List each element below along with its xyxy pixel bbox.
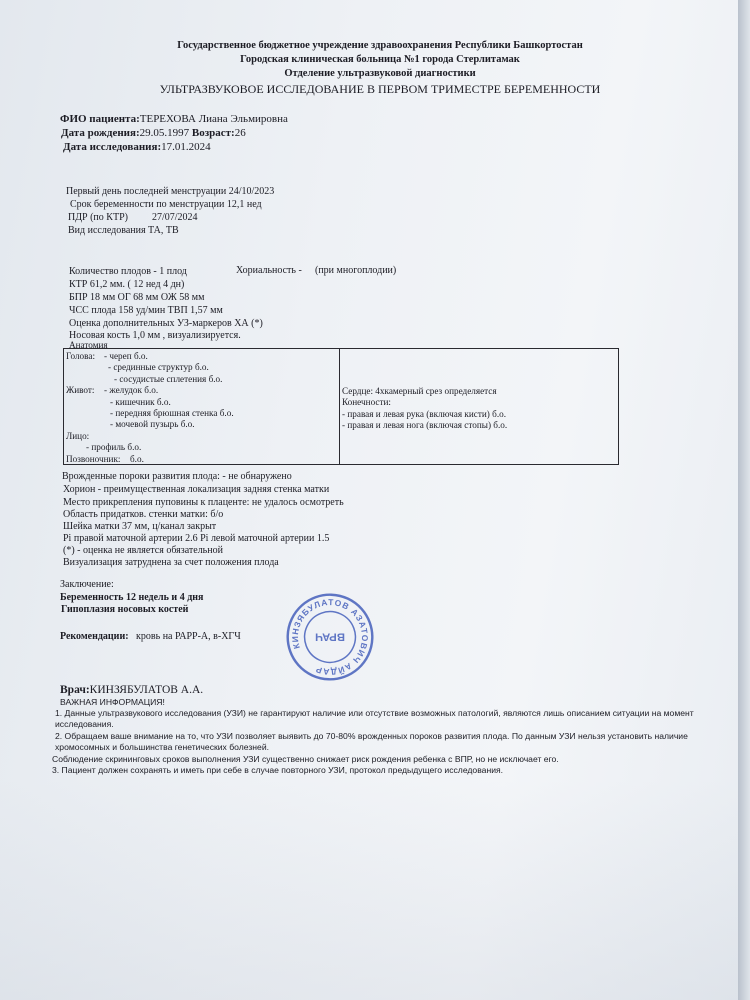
chorionicity-label: Хориальность - [236, 265, 302, 276]
anatomy-item: - профиль б.о. [86, 442, 142, 453]
anatomy-item: - сосудистые сплетения б.о. [114, 373, 223, 384]
doctor-name: КИНЗЯБУЛАТОВ А.А. [89, 684, 204, 696]
anatomy-item: - желудок б.о. [104, 385, 159, 396]
recommendations-label: Рекомендации: [60, 631, 129, 642]
anatomy-table [63, 348, 619, 465]
bpd-line: БПР 18 мм ОГ 68 мм ОЖ 58 мм [69, 292, 205, 303]
conclusion-finding: Гипоплазия носовых костей [61, 604, 189, 615]
chorionicity-note: (при многоплодии) [315, 265, 397, 276]
anatomy-right-item: - правая и левая рука (включая кисти) б.о. [342, 408, 507, 419]
patient-dob-row [61, 127, 246, 139]
anatomy-right-item: Конечности: [342, 397, 391, 408]
exam-type-line: Вид исследования ТА, ТВ [68, 225, 179, 236]
anatomy-item: б.о. [130, 453, 144, 464]
gestational-age-line: Срок беременности по менструации 12,1 нед [70, 199, 262, 210]
important-line-4: 3. Пациент должен сохранять и иметь при себе в случае повторного УЗИ, протокол предыдущего исследования. [52, 765, 504, 775]
doctor-stamp [283, 590, 377, 684]
finding-line: Pi правой маточной артерии 2.6 Pi левой маточной артерии 1.5 [63, 533, 330, 544]
finding-line: Врожденные пороки развития плода: - не обнаружено [62, 471, 292, 482]
important-title: ВАЖНАЯ ИНФОРМАЦИЯ! [60, 697, 165, 707]
important-line-1-cont: исследования. [55, 719, 114, 729]
important-line-3: Соблюдение скрининговых сроков выполнения УЗИ существенно снижает риск рождения ребенка с ВПР, но не исключает его. [52, 754, 559, 764]
anatomy-heading: Анатомия [69, 340, 108, 350]
dob-value: 29.05.1997 [139, 127, 190, 139]
fetus-count-line: Количество плодов - 1 плод [69, 266, 187, 277]
edd-line [68, 212, 198, 223]
important-line-1: 1. Данные ультразвукового исследования (УЗИ) не гарантируют наличие или отсутствие возможных патологий, являются лишь описанием ситуации на момент [55, 708, 694, 718]
conclusion-term: Беременность 12 недель и 4 дня [60, 592, 204, 603]
recommendations-row [60, 631, 241, 642]
finding-line: Шейка матки 37 мм, ц/канал закрыт [63, 521, 217, 532]
doctor-row [60, 684, 203, 696]
stamp-center-text: ВРАЧ [315, 630, 345, 643]
patient-name-label: ФИО пациента: [60, 113, 140, 125]
finding-line: (*) - оценка не является обязательной [63, 545, 223, 556]
markers-line: Оценка дополнительных УЗ-маркеров ХА (*) [69, 318, 263, 329]
anatomy-section-label: Живот: [66, 385, 95, 396]
nasal-bone-line: Носовая кость 1,0 мм , визуализируется. [69, 330, 241, 341]
stamp-ring-text: КИНЗЯБУЛАТОВ АЗАТОВИЧ АЙДАР [289, 596, 371, 678]
finding-line: Область придатков. стенки матки: б/о [63, 509, 224, 520]
patient-name-row [60, 113, 288, 125]
important-line-2: 2. Обращаем ваше внимание на то, что УЗИ позволяет выявить до 70-80% врожденных пороков развития плода. По данным УЗИ нельзя установить наличие [55, 731, 688, 741]
finding-line: Место прикрепления пуповины к плаценте: не удалось осмотреть [63, 497, 344, 508]
paper-shadow [0, 780, 740, 1000]
anatomy-section-label: Позвоночник: [66, 453, 121, 464]
important-line-2-cont: хромосомных и большинства генетических болезней. [55, 742, 270, 752]
anatomy-item: - срединные структур б.о. [108, 362, 209, 373]
edd-label: ПДР (по КТР) [68, 212, 128, 223]
age-label: Возраст: [191, 127, 235, 139]
crl-line: КТР 61,2 мм. ( 12 нед 4 дн) [69, 279, 185, 290]
finding-line: Хорион - преимущественная локализация задняя стенка матки [63, 484, 330, 495]
anatomy-item: - мочевой пузырь б.о. [110, 419, 195, 430]
anatomy-right-item: Сердце: 4хкамерный срез определяется [342, 386, 497, 396]
edd-value: 27/07/2024 [151, 212, 198, 223]
exam-date-row [63, 141, 211, 153]
dob-label: Дата рождения: [61, 127, 140, 139]
institution-name: Государственное бюджетное учреждение здравоохранения Республики Башкортостан [177, 40, 583, 51]
background-edge [738, 0, 750, 1000]
exam-date-value: 17.01.2024 [161, 141, 211, 153]
recommendations-text: кровь на РАРР-А, в-ХГЧ [136, 631, 241, 642]
conclusion-label: Заключение: [60, 579, 114, 590]
age-value: 26 [234, 127, 246, 139]
document-title: УЛЬТРАЗВУКОВОЕ ИССЛЕДОВАНИЕ В ПЕРВОМ ТРИМЕСТРЕ БЕРЕМЕННОСТИ [159, 82, 601, 96]
doctor-label: Врач: [60, 684, 90, 696]
table-divider [339, 349, 340, 464]
anatomy-item: - кишечник б.о. [110, 396, 171, 407]
anatomy-section-label: Голова: [66, 351, 96, 361]
heart-rate-line: ЧСС плода 158 уд/мин ТВП 1,57 мм [69, 305, 223, 316]
anatomy-item: - череп б.о. [104, 351, 148, 361]
lmp-line: Первый день последней менструации 24/10/2023 [66, 186, 275, 197]
patient-name: ТЕРЕХОВА Лиана Эльмировна [139, 113, 288, 125]
exam-date-label: Дата исследования: [63, 141, 162, 153]
hospital-name: Городская клиническая больница №1 города Стерлитамак [240, 54, 520, 65]
anatomy-right-item: - правая и левая нога (включая стопы) б.о. [342, 420, 508, 431]
anatomy-item: - передняя брюшная стенка б.о. [110, 408, 234, 418]
anatomy-section-label: Лицо: [66, 430, 90, 441]
finding-line: Визуализация затруднена за счет положения плода [63, 557, 279, 568]
department-name: Отделение ультразвуковой диагностики [284, 68, 476, 79]
